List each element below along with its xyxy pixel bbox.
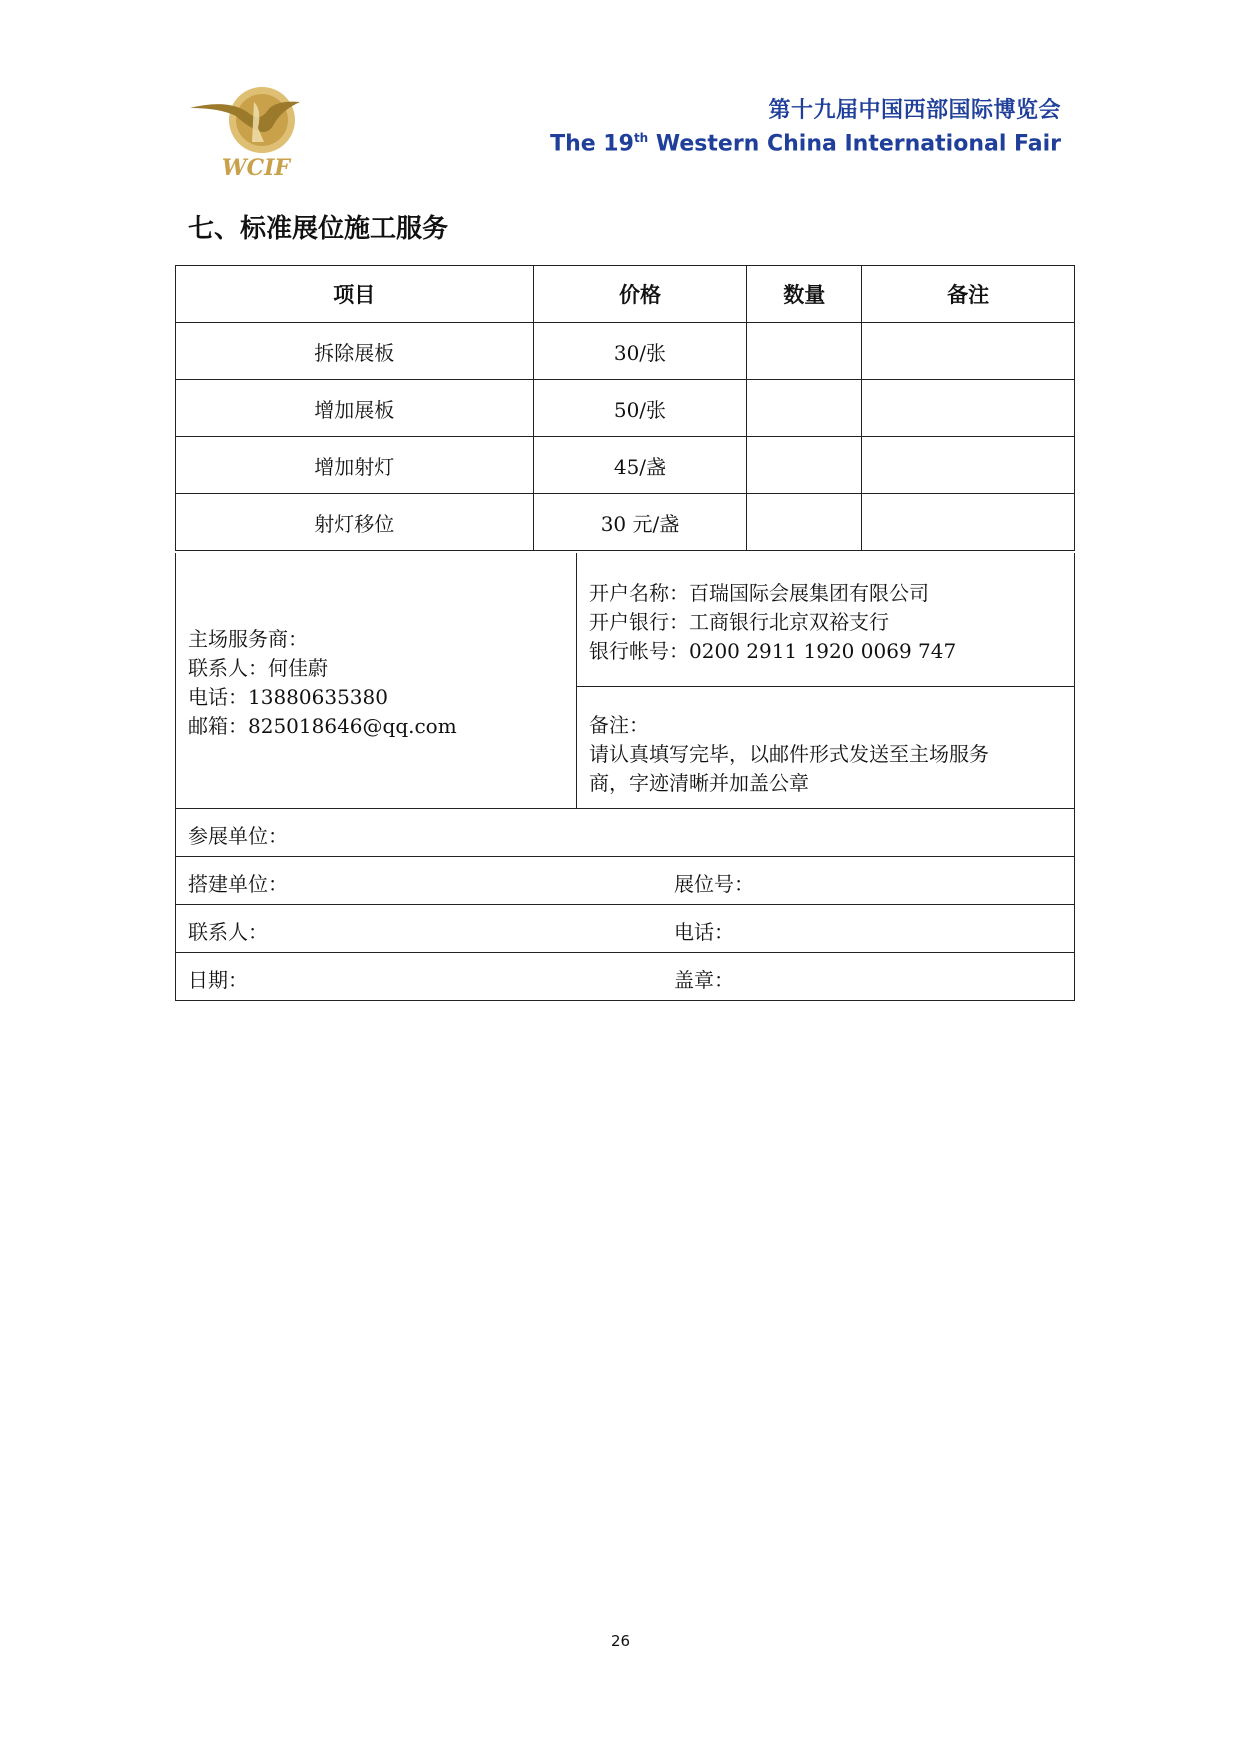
info-block — [175, 553, 1075, 809]
page-number: 26 — [610, 1632, 631, 1650]
item-cell: 射灯移位 — [176, 494, 534, 551]
form-row-contact[interactable] — [175, 905, 1075, 953]
remark-line-2: 商，字迹清晰并加盖公章 — [589, 771, 809, 795]
contact-person: 联系人：何佳蔚 — [188, 656, 328, 680]
form-row-builder[interactable] — [175, 857, 1075, 905]
price-table-header — [176, 266, 1075, 323]
quantity-cell[interactable] — [747, 380, 862, 437]
table-row — [176, 494, 1075, 551]
provider-label: 主场服务商： — [188, 627, 308, 651]
wcif-logo — [190, 80, 320, 180]
logo-wordmark: WCIF — [221, 155, 291, 180]
remark-label: 备注： — [589, 713, 649, 737]
contact-panel — [176, 553, 577, 808]
exhibitor-label: 参展单位： — [188, 824, 288, 848]
remark-panel — [577, 687, 1074, 808]
seal-label: 盖章： — [674, 968, 734, 992]
date-label: 日期： — [188, 968, 248, 992]
header-note: 备注 — [862, 266, 1075, 323]
table-row — [176, 437, 1075, 494]
item-cell: 增加展板 — [176, 380, 534, 437]
table-row — [176, 380, 1075, 437]
quantity-cell[interactable] — [747, 494, 862, 551]
price-cell: 30/张 — [533, 323, 747, 380]
price-cell: 30 元/盏 — [533, 494, 747, 551]
header-price: 价格 — [533, 266, 747, 323]
header-title-cn: 第十九届中国西部国际博览会 — [768, 98, 1061, 123]
table-row — [176, 323, 1075, 380]
form-contact-label: 联系人： — [188, 920, 268, 944]
contact-email: 邮箱：825018646@qq.com — [188, 714, 457, 738]
account-name: 开户名称：百瑞国际会展集团有限公司 — [589, 581, 929, 605]
bank-name: 开户银行：工商银行北京双裕支行 — [589, 610, 889, 634]
bank-panel — [577, 553, 1074, 687]
note-cell[interactable] — [862, 323, 1075, 380]
header-title-en-pre: The 19 — [550, 131, 634, 157]
contact-phone: 电话：13880635380 — [188, 685, 388, 709]
quantity-cell[interactable] — [747, 323, 862, 380]
header-title-en — [550, 131, 1061, 156]
account-number: 银行帐号：0200 2911 1920 0069 747 — [589, 639, 957, 663]
builder-label: 搭建单位： — [188, 872, 288, 896]
note-cell[interactable] — [862, 494, 1075, 551]
price-cell: 50/张 — [533, 380, 747, 437]
booth-number-label: 展位号： — [674, 872, 754, 896]
item-cell: 增加射灯 — [176, 437, 534, 494]
header-quantity: 数量 — [747, 266, 862, 323]
section-title: 七、标准展位施工服务 — [188, 214, 449, 244]
form-phone-label: 电话： — [674, 920, 734, 944]
price-cell: 45/盏 — [533, 437, 747, 494]
note-cell[interactable] — [862, 437, 1075, 494]
remark-line-1: 请认真填写完毕，以邮件形式发送至主场服务 — [589, 742, 989, 766]
note-cell[interactable] — [862, 380, 1075, 437]
quantity-cell[interactable] — [747, 437, 862, 494]
header-title-en-sup: th — [633, 131, 649, 145]
header-title-en-post: Western China International Fair — [648, 131, 1061, 157]
item-cell: 拆除展板 — [176, 323, 534, 380]
price-table — [175, 265, 1075, 551]
form-row-exhibitor[interactable] — [175, 809, 1075, 857]
header-item: 项目 — [176, 266, 534, 323]
form-row-date[interactable] — [175, 953, 1075, 1001]
